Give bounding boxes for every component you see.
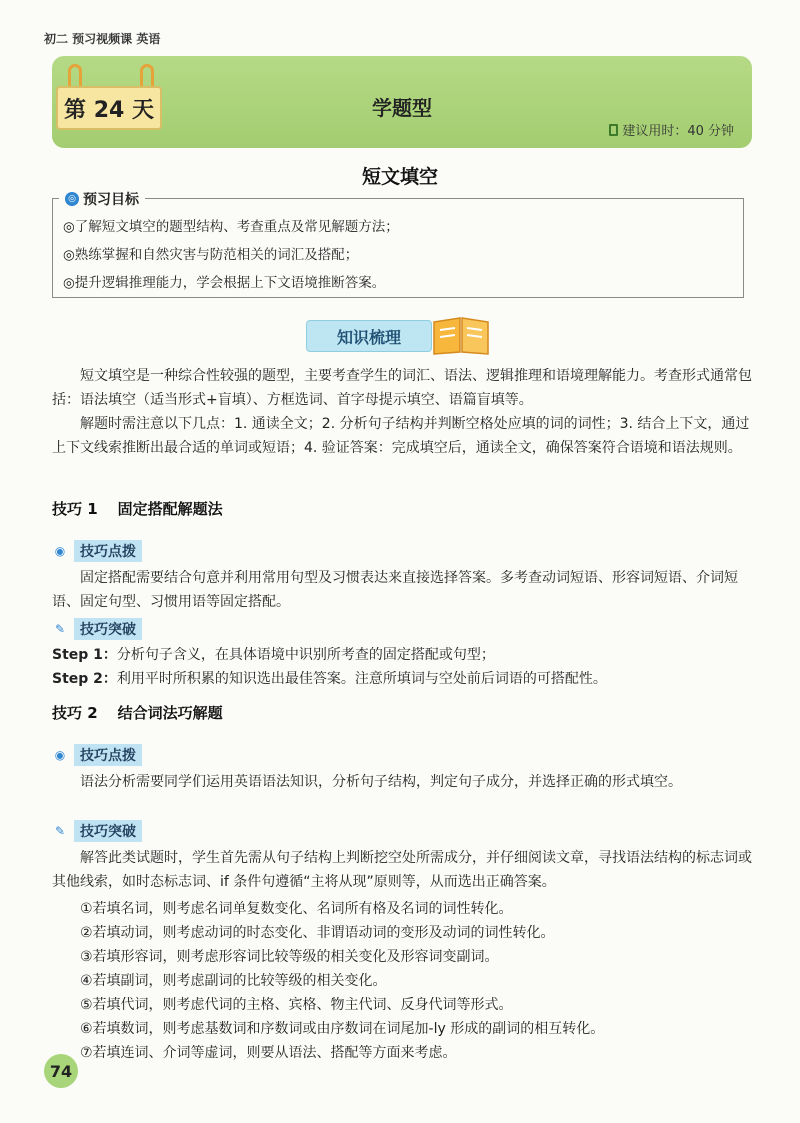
technique-number: 技巧 2 [52,704,98,722]
goal-item: ◎了解短文填空的题型结构、考查重点及常见解题方法； [63,219,399,235]
knowledge-banner [306,312,496,356]
day-banner [52,56,752,148]
running-head: 初二 预习视频课 英语 [44,32,161,46]
signal-icon: ◉ [54,544,66,558]
tips-text: 固定搭配需要结合句意并利用常用句型及习惯表达来直接选择答案。多考查动词短语、形容词短语、介词短语、固定句型、习惯用语等固定搭配。 [52,570,738,610]
time-hint-text: 建议用时：40 分钟 [622,124,734,139]
goal-item: ◎熟练掌握和自然灾害与防范相关的词汇及搭配； [63,247,359,263]
rule-item: ⑦若填连词、介词等虚词，则要从语法、搭配等方面来考虑。 [80,1045,457,1061]
day-label: 第 24 天 [56,86,162,130]
intro-paragraph: 短文填空是一种综合性较强的题型，主要考查学生的词汇、语法、逻辑推理和语境理解能力。考查形式通常包括：语法填空（适当形式+盲填）、方框选词、首字母提示填空、语篇盲填等。 [52,368,752,408]
goals-label [59,189,145,209]
rule-item: ①若填名词，则考虑名词单复数变化、名词所有格及名词的词性转化。 [80,901,513,917]
rule-item: ②若填动词，则考虑动词的时态变化、非谓语动词的变形及动词的词性转化。 [80,925,555,941]
binder-ring-icon [140,64,154,88]
unit-title: 学题型 [372,96,432,120]
goals-box [52,192,744,298]
hourglass-icon [609,124,618,136]
tips-heading [52,744,142,766]
break-text: 解答此类试题时，学生首先需从句子结构上判断挖空处所需成分，并仔细阅读文章，寻找语法结构的标志词或其他线索，如时态标志词、if 条件句遵循“主将从现”原则等，从而选出正确答案。 [52,850,752,890]
step-line [52,644,495,664]
rule-item: ⑥若填数词，则考虑基数词和序数词或由序数词在词尾加-ly 形成的副词的相互转化。 [80,1021,605,1037]
pen-icon: ✎ [54,622,66,636]
break-label: 技巧突破 [74,618,142,640]
tips-label: 技巧点拨 [74,540,142,562]
step-text: 分析句子含义，在具体语境中识别所考查的固定搭配或句型； [116,647,495,663]
technique-2-heading [52,702,223,723]
break-heading [52,618,142,640]
technique-title: 固定搭配解题法 [117,500,223,518]
signal-icon: ◉ [54,748,66,762]
rule-item: ④若填副词，则考虑副词的比较等级的相关变化。 [80,973,387,989]
step-text: 利用平时所积累的知识选出最佳答案。注意所填词与空处前后词语的可搭配性。 [116,671,607,687]
tips-heading [52,540,142,562]
step-label: Step 2： [52,671,117,687]
goals-label-text: 预习目标 [83,192,139,208]
knowledge-label: 知识梳理 [306,320,432,352]
page-number: 74 [44,1054,78,1088]
tips-text: 语法分析需要同学们运用英语语法知识，分析句子结构，判定句子成分，并选择正确的形式填空。 [80,774,682,790]
goal-item: ◎提升逻辑推理能力，学会根据上下文语境推断答案。 [63,275,386,291]
step-line [52,668,607,688]
technique-1-heading [52,498,223,519]
rule-item: ⑤若填代词，则考虑代词的主格、宾格、物主代词、反身代词等形式。 [80,997,513,1013]
break-label: 技巧突破 [74,820,142,842]
binder-ring-icon [68,64,82,88]
section-title: 短文填空 [361,166,438,188]
break-heading [52,820,142,842]
intro-paragraph: 解题时需注意以下几点：1. 通读全文；2. 分析句子结构并判断空格处应填的词的词性；3. 结合上下文，通过上下文线索推断出最合适的单词或短语；4. 验证答案：完成填空后，通读全文，确保答案符合语境和语法规则。 [52,416,750,456]
open-book-icon [430,312,492,356]
tips-label: 技巧点拨 [74,744,142,766]
rule-item: ③若填形容词，则考虑形容词比较等级的相关变化及形容词变副词。 [80,949,499,965]
step-label: Step 1： [52,647,117,663]
pen-icon: ✎ [54,824,66,838]
time-hint [609,120,734,139]
technique-title: 结合词法巧解题 [117,704,223,722]
technique-number: 技巧 1 [52,500,98,518]
target-icon: ◎ [65,192,79,206]
